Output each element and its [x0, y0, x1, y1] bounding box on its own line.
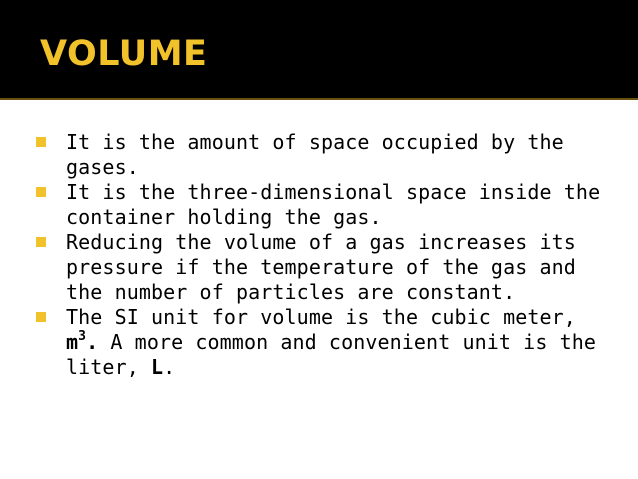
slide-title: VOLUME: [40, 34, 208, 74]
bullet-text-part: A more common and convenient unit is the liter,: [66, 330, 597, 379]
bullet-text: Reducing the volume of a gas increases its pressure if the temperature of the gas and the number of particles are constant.: [66, 230, 576, 304]
bullet-item: [36, 230, 606, 305]
unit-liter: L: [151, 355, 164, 379]
bullet-item: [36, 180, 606, 230]
square-bullet-icon: [36, 187, 46, 197]
bullet-item: [36, 305, 606, 380]
square-bullet-icon: [36, 137, 46, 147]
bullet-text-part: The SI unit for volume is the cubic meter,: [66, 305, 576, 329]
unit-period: .: [86, 330, 99, 354]
bullet-item: [36, 130, 606, 180]
slide-content: [0, 100, 638, 479]
bullet-text: It is the three-dimensional space inside the container holding the gas.: [66, 180, 601, 229]
bullet-list: [36, 130, 606, 380]
unit-cubic-meter: [66, 330, 98, 354]
square-bullet-icon: [36, 237, 46, 247]
unit-m: m: [66, 330, 79, 354]
unit-exponent: 3: [78, 329, 87, 345]
bullet-text: It is the amount of space occupied by the gases.: [66, 130, 564, 179]
bullet-text-part: .: [163, 355, 176, 379]
square-bullet-icon: [36, 312, 46, 322]
